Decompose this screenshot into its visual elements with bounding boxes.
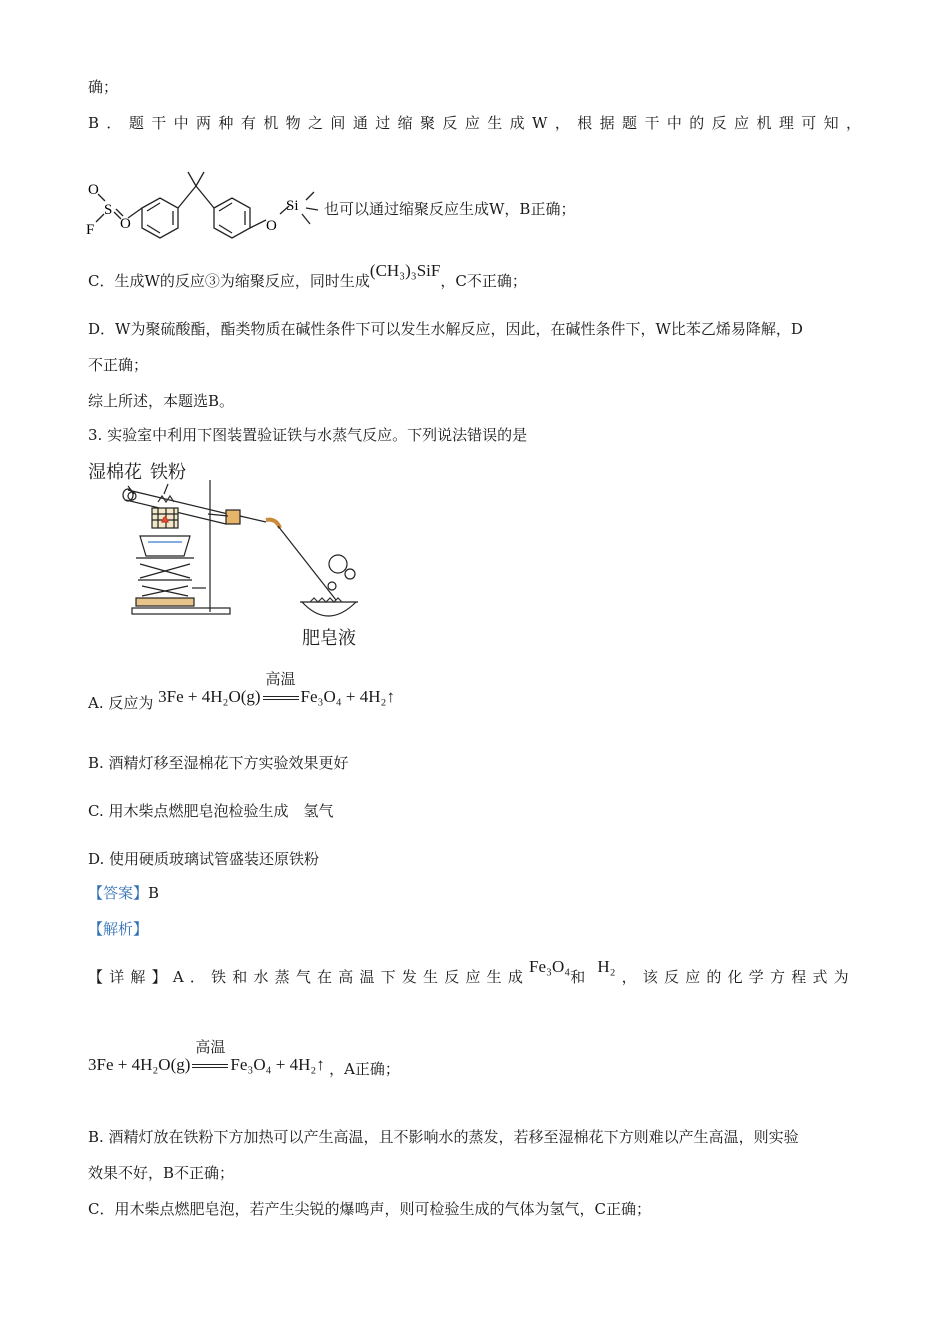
detail-b-line: 效果不好，B不正确； [88,1164,235,1182]
atom-si: Si [286,198,299,214]
atom-o: O [120,216,131,232]
formula-ch3-3sif: (CH₃)₃SiF [369,261,441,280]
analysis-tag: 【解析】 [88,920,149,938]
label-wet-cotton: 湿棉花 [88,462,142,483]
answer-value: B [148,884,160,902]
structural-formula [84,168,324,244]
detail-b-line: B. 酒精灯放在铁粉下方加热可以产生高温，且不影响水的蒸发，若移至湿棉花下方则难以产生高温，则实验 [88,1128,799,1146]
text-segment: 和 [570,968,592,986]
text-line [88,261,527,292]
label-iron-powder: 铁粉 [150,462,186,483]
reaction-equation [158,670,395,706]
option-d: D. 使用硬质玻璃试管盛装还原铁粉 [88,850,320,868]
text-line: 综上所述，本题选B。 [88,392,235,410]
detail-a-line [88,957,855,988]
text-line: 不正确； [88,356,149,374]
text-segment: ，该反应的化学方程式为 [621,968,855,986]
formula-h2: H₂ [597,957,616,976]
option-b: B. 酒精灯移至湿棉花下方实验效果更好 [88,754,349,772]
text-segment: ，A正确； [329,1060,400,1078]
equation-right: Fe₃O₄ + 4H₂↑ [300,687,395,706]
apparatus-figure [88,452,388,652]
equals-sign [190,1038,230,1074]
text-line: B．题干中两种有机物之间通过缩聚反应生成W，根据题干中的反应机理可知， [88,114,869,132]
text-line: 也可以通过缩聚反应生成W，B正确； [324,200,576,218]
reaction-condition: 高温 [265,670,296,689]
text-segment: C．生成W的反应③为缩聚反应，同时生成 [88,272,370,290]
answer-tag: 【答案】 [88,884,149,902]
equation-left: 3Fe + 4H₂O(g) [88,1055,191,1074]
text-line: 确； [88,78,119,96]
atom-o: O [266,218,277,234]
detail-c-line: C．用木柴点燃肥皂泡，若产生尖锐的爆鸣声，则可检验生成的气体为氢气，C正确； [88,1200,651,1218]
equals-sign [261,670,301,706]
detail-tag: 【详解】 [88,968,173,986]
text-segment: A. 反应为 [88,694,154,712]
text-segment: ，C不正确； [440,272,527,290]
option-c: C. 用木柴点燃肥皂泡检验生成 氢气 [88,802,334,820]
answer-line [88,882,159,904]
formula-fe3o4: Fe₃O₄ [529,957,571,976]
atom-f: F [86,222,95,238]
reaction-condition: 高温 [195,1038,226,1057]
atom-o: O [88,182,99,198]
question-3-stem: 3. 实验室中利用下图装置验证铁与水蒸气反应。下列说法错误的是 [88,426,528,444]
text-segment: A．铁和水蒸气在高温下发生反应生成 [172,968,530,986]
reaction-equation [88,1038,329,1074]
label-soap-solution: 肥皂液 [302,628,356,649]
detail-a-equation-line [88,1038,400,1080]
atom-s: S [104,202,113,218]
apparatus-drawing [88,452,388,652]
option-a [88,670,395,714]
text-line: D．W为聚硫酸酯，酯类物质在碱性条件下可以发生水解反应，因此，在碱性条件下，W比苯乙烯易降解，D [88,320,803,338]
equation-left: 3Fe + 4H₂O(g) [158,687,261,706]
equation-right: Fe₃O₄ + 4H₂↑ [230,1055,325,1074]
